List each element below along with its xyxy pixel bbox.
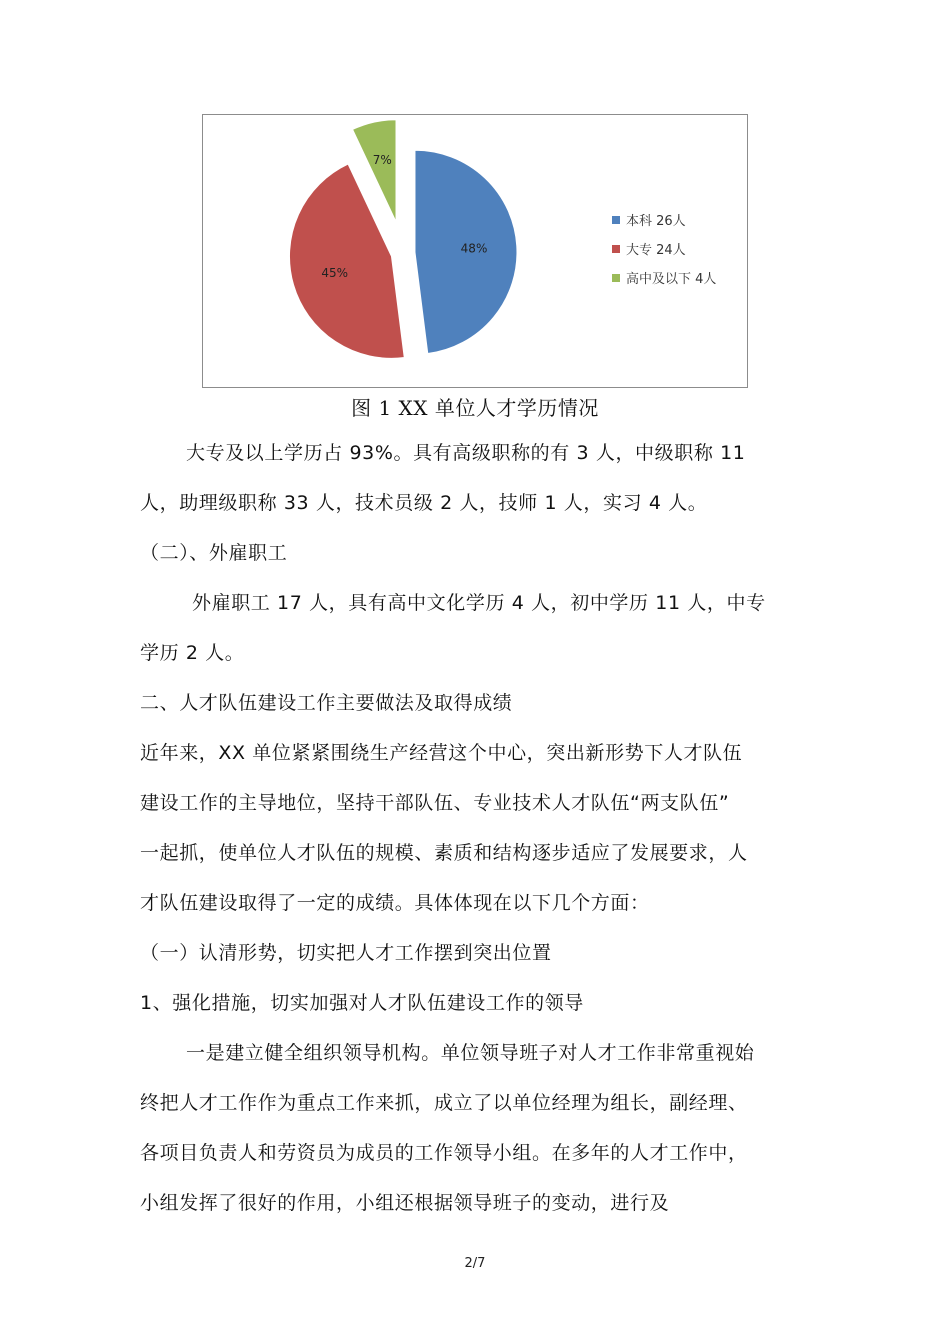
paragraph-line: 近年来，XX 单位紧紧围绕生产经营这个中心，突出新形势下人才队伍 — [140, 742, 743, 764]
section-heading: （二）、外雇职工 — [140, 542, 288, 564]
pie-slice-label: 45% — [321, 265, 349, 280]
paragraph-line: 各项目负责人和劳资员为成员的工作领导小组。在多年的人才工作中， — [140, 1142, 748, 1164]
paragraph-line: 外雇职工 17 人，具有高中文化学历 4 人，初中学历 11 人，中专 — [192, 592, 766, 614]
pie-chart-canvas — [203, 115, 747, 387]
legend-entry: 高中及以下 4人 — [626, 272, 717, 287]
paragraph-line: 一是建立健全组织领导机构。单位领导班子对人才工作非常重视始 — [186, 1042, 755, 1064]
section-heading: （一）认清形势，切实把人才工作摆到突出位置 — [140, 942, 552, 964]
paragraph-line: 大专及以上学历占 93%。具有高级职称的有 3 人，中级职称 11 — [186, 442, 746, 464]
paragraph-line: 终把人才工作作为重点工作来抓，成立了以单位经理为组长，副经理、 — [140, 1092, 748, 1114]
legend-entry: 本科 26人 — [626, 214, 686, 229]
section-heading: 1、强化措施，切实加强对人才队伍建设工作的领导 — [140, 992, 584, 1014]
paragraph-line: 才队伍建设取得了一定的成绩。具体体现在以下几个方面： — [140, 892, 650, 914]
pie-slice-label: 7% — [372, 153, 392, 168]
figure-caption: 图 1 XX 单位人才学历情况 — [351, 396, 599, 420]
paragraph-line: 一起抓，使单位人才队伍的规模、素质和结构逐步适应了发展要求，人 — [140, 842, 748, 864]
pie-slice-label: 48% — [460, 241, 488, 256]
paragraph-line: 学历 2 人。 — [140, 642, 245, 664]
page-number: 2/7 — [464, 1256, 486, 1271]
pie-chart — [202, 114, 748, 388]
paragraph-line: 小组发挥了很好的作用，小组还根据领导班子的变动，进行及 — [140, 1192, 670, 1214]
legend-swatch — [612, 245, 620, 253]
legend-swatch — [612, 216, 620, 224]
paragraph-line: 人，助理级职称 33 人，技术员级 2 人，技师 1 人，实习 4 人。 — [140, 492, 708, 514]
paragraph-line: 建设工作的主导地位，坚持干部队伍、专业技术人才队伍“两支队伍” — [140, 792, 730, 814]
section-heading: 二、人才队伍建设工作主要做法及取得成绩 — [140, 692, 513, 714]
legend-swatch — [612, 274, 620, 282]
legend-entry: 大专 24人 — [626, 243, 686, 258]
